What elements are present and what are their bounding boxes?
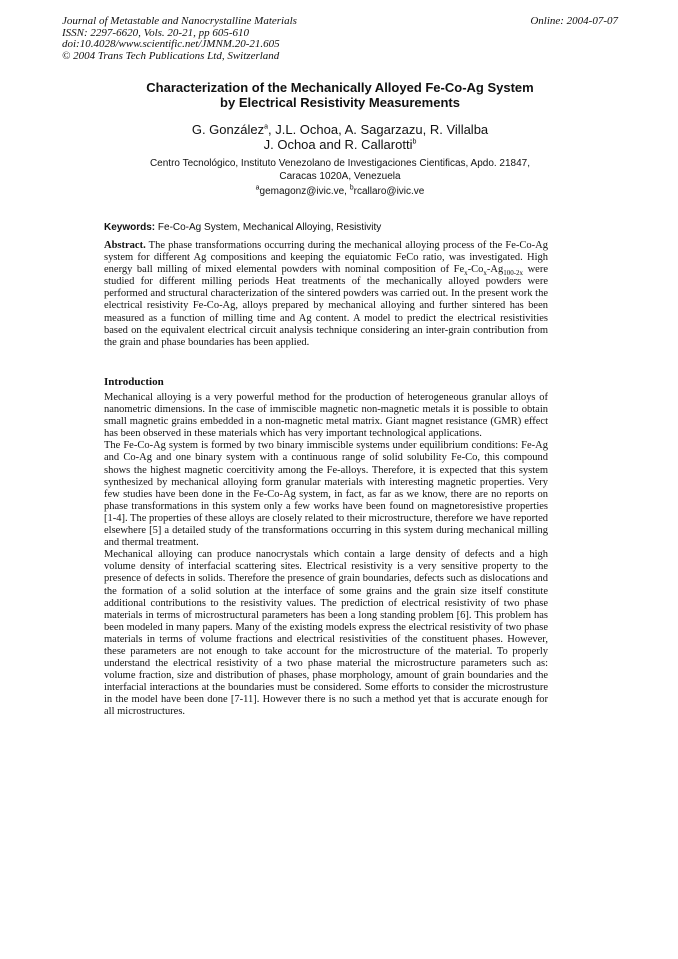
sub-x-1: x: [464, 269, 468, 278]
abstract-text-1: The phase transformations occurring during the mechanical alloying process of the Fe-Co-Ag system for different Ag compositions and keeping the equiatomic FeCo ratio, was investigated. High energy ball milling of mixed elemental powders with nominal composition of Fe: [104, 240, 548, 276]
paper-title: [60, 80, 620, 110]
abstract-label: Abstract.: [104, 240, 146, 251]
email-mark-b: b: [349, 184, 354, 192]
title-line-1: Characterization of the Mechanically Alloyed Fe-Co-Ag System: [146, 80, 534, 95]
issn-line: ISSN: 2297-6620, Vols. 20-21, pp 605-610: [62, 26, 249, 39]
sub-x-2: x: [483, 269, 487, 278]
abstract: [104, 240, 548, 349]
keywords-text: Fe-Co-Ag System, Mechanical Alloying, Resistivity: [155, 222, 382, 233]
author-list: [60, 122, 620, 152]
introduction-heading: Introduction: [104, 376, 164, 388]
doi-line: doi:10.4028/www.scientific.net/JMNM.20-21.605: [62, 38, 280, 50]
authors-line-1: [60, 122, 620, 137]
email-mark-a: a: [255, 184, 260, 192]
abstract-text-3: -Ag: [486, 264, 504, 276]
online-date: Online: 2004-07-07: [530, 15, 618, 27]
email-b[interactable]: rcallaro@ivic.ve: [353, 186, 425, 197]
title-line-2: by Electrical Resistivity Measurements: [220, 95, 460, 110]
affil-mark-a: a: [264, 123, 268, 131]
intro-paragraph-2: The Fe-Co-Ag system is formed by two binary immiscible systems under equilibrium conditions: Fe-Ag and Co-Ag and one binary system with a continuous range of solid solubility Fe-Co, this compound shows the highest magnetic coercitivity among the Fe-alloys. Therefore, it is expected that this system synthesized by mechanical alloying form granular materials with interesting magnetic properties. Very few studies have been done in the Fe-Co-Ag system, in fact, as far as we know, there are no reports on phase transformations in this system only a few works have been found on magnetoresistive properties [1-4]. The properties of these alloys are closely related to their microstructure, therefore we have reported elsewhere [5] a detailed study of the transformations occurring in this system during mechanical milling and thermal treatment.: [104, 440, 548, 549]
email-a[interactable]: gemagonz@ivic.ve,: [259, 186, 350, 197]
journal-name: Journal of Metastable and Nanocrystalline Materials: [62, 15, 297, 27]
authors-rest: , J.L. Ochoa, A. Sagarzazu, R. Villalba: [268, 122, 489, 137]
intro-paragraph-1: Mechanical alloying is a very powerful method for the production of heterogeneous granular alloys of nanometric dimensions. In the case of immiscible magnetic non-magnetic metals it is possible to obtain small magnetic grains embedded in a non-magnetic metal matrix. Giant magnet resistance (GMR) effect has been observed in these materials which has very important technological applications.: [104, 392, 548, 440]
authors-line-2: [60, 137, 620, 152]
affiliation-line-1: Centro Tecnológico, Instituto Venezolano de Investigaciones Cientificas, Apdo. 21847,: [149, 158, 531, 169]
affiliation: [60, 158, 620, 183]
sub-100-2x: 100-2x: [503, 269, 524, 278]
introduction-body: [104, 392, 548, 719]
abstract-text-4: were studied for different milling periods Heat treatments of the mechanically alloyed powders were performed and structural characterization of the sintered powders was carried out. In the present work the electrical resistivity Fe-Co-Ag, alloys prepared by mechanical alloying and further sintered has been measured as a function of milling time and Ag content. A model to predict the electrical resistivities based on the equivalent electrical circuit analysis technique considering an inter-grain contribution from the grain and phase boundaries has been applied.: [104, 264, 548, 348]
keywords-label: Keywords:: [104, 222, 156, 233]
affil-mark-b: b: [412, 138, 417, 146]
abstract-text-2: -Co: [467, 264, 484, 276]
journal-header: [62, 16, 618, 62]
intro-paragraph-3: Mechanical alloying can produce nanocrystals which contain a large density of defects and a high volume density of interfacial scattering sites. Electrical resistivity is a very sensitive property to the presence of defects in solids. Therefore the presence of grain boundaries, defects such as dislocations and the formation of a solid solution at the interface of some grains and the grain size itself constitute additional contributions to the resistivity values. The prediction of electrical resistivity of two phase materials in terms of microstructural parameters has been a long standing problem [6]. This problem has been modeled in many papers. Many of the existing models express the electrical resistivity of two phase materials in terms of volume fractions and electrical resistivities of the constituent phases. However, these parameters are not enough to take account for the microstructure of the material. To properly understand the electrical resistivity of a two phase material the microstructure parameters such as: volume fraction, size and distribution of phases, phase morphology, amount of grain boundaries and the interfacial interactions at the boundaries must be considered. Some efforts to consider the microstrusture in the model have been done [7-11]. However there is no such a method yet that is accurate enough for all microstructures.: [104, 549, 548, 718]
copyright-line: © 2004 Trans Tech Publications Ltd, Switzerland: [62, 49, 280, 62]
affiliation-line-2: Caracas 1020A, Venezuela: [279, 170, 401, 182]
keywords: [104, 222, 554, 233]
authors-line-2-text: J. Ochoa and R. Callarotti: [263, 137, 413, 152]
author-gonzalez: G. González: [191, 122, 265, 137]
email-line: [60, 186, 620, 198]
